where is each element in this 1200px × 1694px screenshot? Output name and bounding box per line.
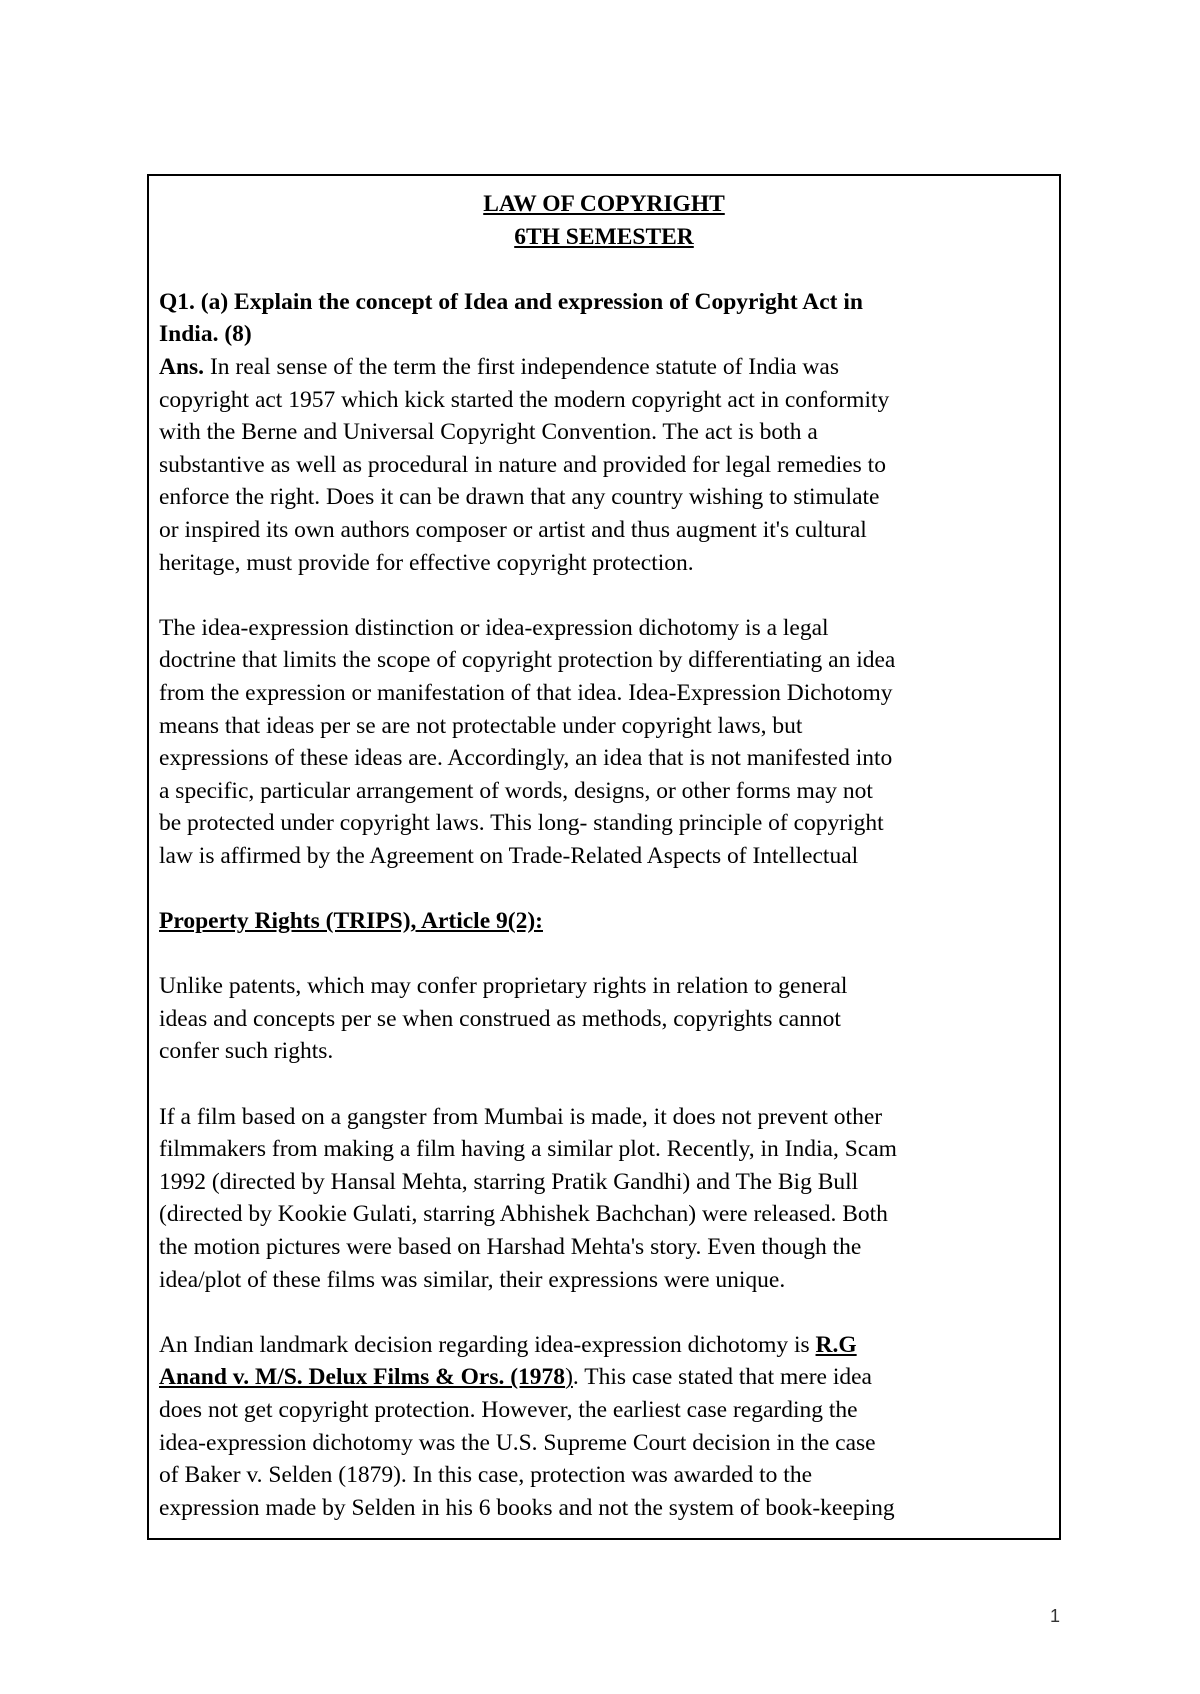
answer-line: with the Berne and Universal Copyright Convention. The act is both a <box>159 419 818 446</box>
answer-label: Ans. <box>159 353 205 380</box>
paragraph-line: expression made by Selden in his 6 books and not the system of book-keeping <box>159 1494 895 1521</box>
paragraph-line: of Baker v. Selden (1879). In this case, protection was awarded to the <box>159 1462 813 1489</box>
paragraph-line: filmmakers from making a film having a similar plot. Recently, in India, Scam <box>159 1136 897 1163</box>
answer-line: enforce the right. Does it can be drawn that any country wishing to stimulate <box>159 484 880 511</box>
paragraph-line: means that ideas per se are not protectable under copyright laws, but <box>159 712 803 739</box>
spacer <box>159 872 1049 905</box>
paragraph-line <box>159 1329 1049 1362</box>
paragraph-line: does not get copyright protection. However, the earliest case regarding the <box>159 1396 858 1423</box>
paragraph-line: Unlike patents, which may confer proprietary rights in relation to general <box>159 973 848 1000</box>
paragraph-line: idea/plot of these films was similar, their expressions were unique. <box>159 1266 786 1293</box>
page-number: 1 <box>1049 1606 1060 1626</box>
document-subtitle: 6TH SEMESTER <box>514 223 694 250</box>
paragraph-line: expressions of these ideas are. Accordingly, an idea that is not manifested into <box>159 745 893 772</box>
paragraph-line: If a film based on a gangster from Mumbai is made, it does not prevent other <box>159 1103 883 1130</box>
paragraph-line <box>159 1361 1049 1394</box>
document-frame <box>147 174 1061 1540</box>
paragraph-line: law is affirmed by the Agreement on Trade-Related Aspects of Intellectual <box>159 842 859 869</box>
section-heading: Property Rights (TRIPS), Article 9(2): <box>159 908 543 935</box>
answer-line: heritage, must provide for effective copyright protection. <box>159 549 694 576</box>
question-line: India. (8) <box>159 321 252 348</box>
spacer <box>159 1296 1049 1329</box>
paragraph-line: be protected under copyright laws. This long- standing principle of copyright <box>159 810 884 837</box>
answer-line: substantive as well as procedural in nature and provided for legal remedies to <box>159 451 886 478</box>
question-line: Q1. (a) Explain the concept of Idea and expression of Copyright Act in <box>159 288 863 315</box>
paragraph-text: An Indian landmark decision regarding idea-expression dichotomy is <box>159 1331 816 1358</box>
paragraph-line: confer such rights. <box>159 1038 334 1065</box>
paragraph-line: idea-expression dichotomy was the U.S. Supreme Court decision in the case <box>159 1429 876 1456</box>
paragraph-line: a specific, particular arrangement of words, designs, or other forms may not <box>159 777 873 804</box>
paragraph-line: ideas and concepts per se when construed as methods, copyrights cannot <box>159 1005 841 1032</box>
paragraph-line: The idea-expression distinction or idea-expression dichotomy is a legal <box>159 614 829 641</box>
case-citation-close: ) <box>565 1364 573 1391</box>
paragraph-line: from the expression or manifestation of that idea. Idea-Expression Dichotomy <box>159 679 893 706</box>
spacer <box>159 1068 1049 1101</box>
spacer <box>159 938 1049 971</box>
spacer <box>159 579 1049 612</box>
case-citation: Anand v. M/S. Delux Films & Ors. (1978 <box>159 1364 566 1391</box>
paragraph-text: . This case stated that mere idea <box>572 1364 872 1391</box>
answer-text: In real sense of the term the first independence statute of India was <box>209 353 839 380</box>
paragraph-line: the motion pictures were based on Harshad Mehta's story. Even though the <box>159 1234 862 1260</box>
case-citation: R.G <box>815 1331 857 1358</box>
paragraph-line: (directed by Kookie Gulati, starring Abhishek Bachchan) were released. Both <box>159 1201 888 1228</box>
paragraph-line: doctrine that limits the scope of copyright protection by differentiating an idea <box>159 647 896 674</box>
spacer <box>159 253 1049 286</box>
paragraph-line: 1992 (directed by Hansal Mehta, starring Pratik Gandhi) and The Big Bull <box>159 1168 859 1195</box>
answer-line: copyright act 1957 which kick started the modern copyright act in conformity <box>159 386 890 413</box>
document-title: LAW OF COPYRIGHT <box>483 191 725 217</box>
answer-first-line <box>159 351 1049 384</box>
answer-line: or inspired its own authors composer or artist and thus augment it's cultural <box>159 516 867 543</box>
